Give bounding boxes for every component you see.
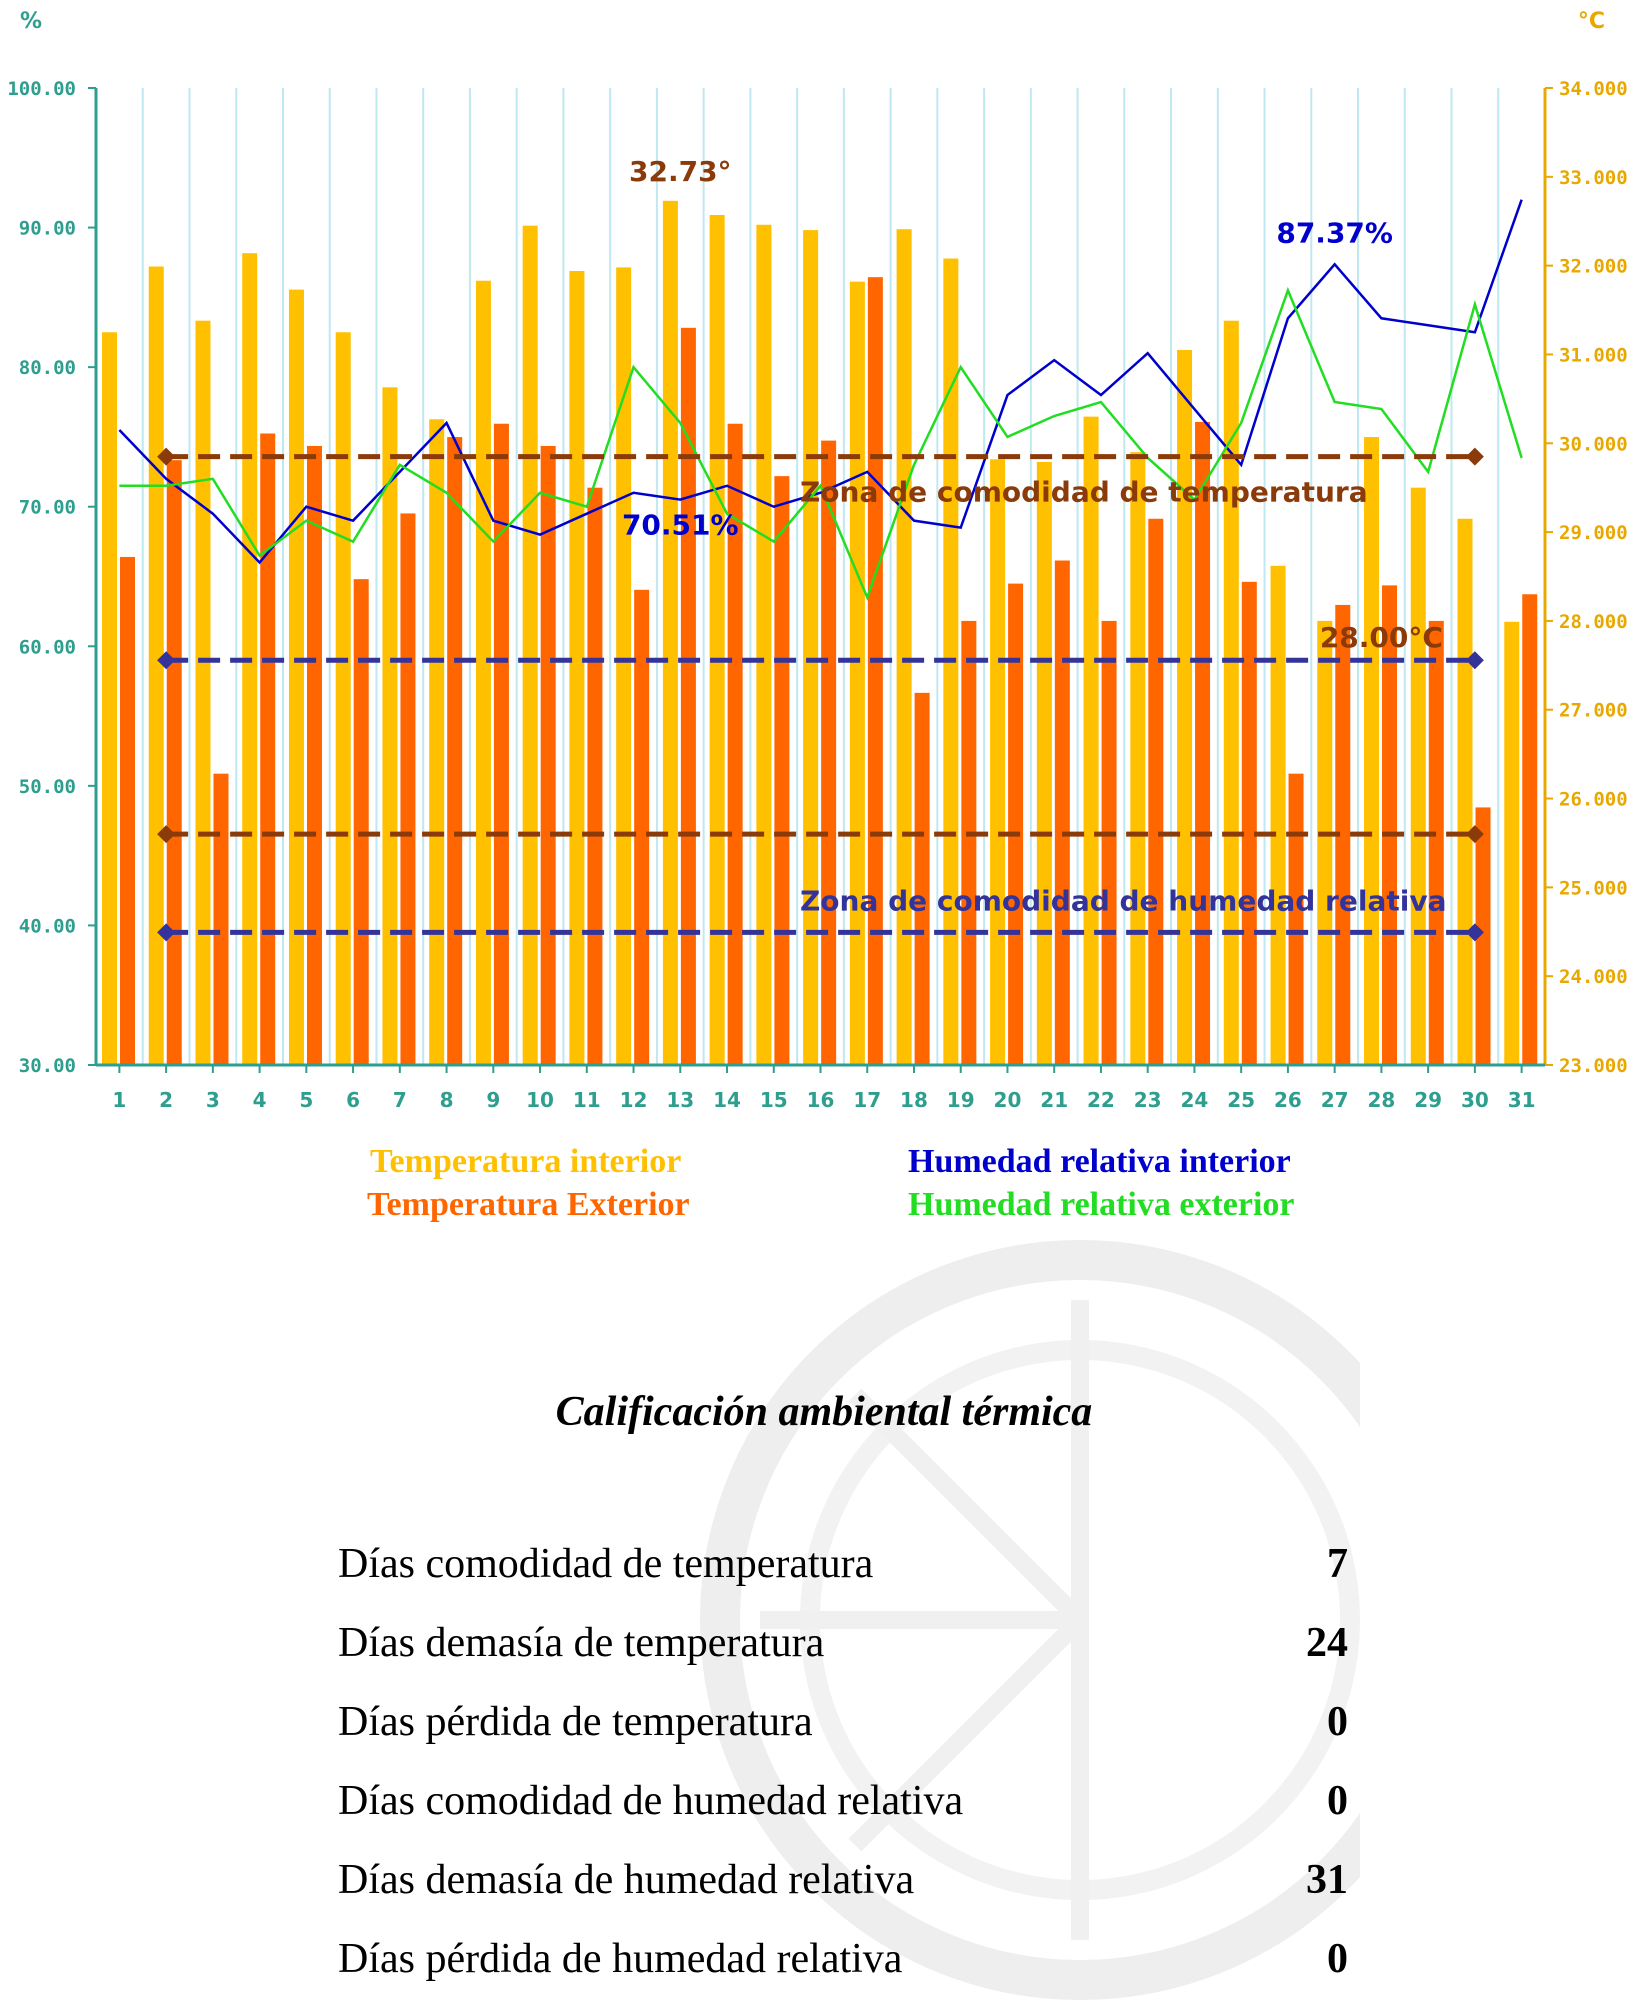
x-tick-label: 6 — [346, 1088, 361, 1112]
bar-temperatura-exterior — [1195, 422, 1210, 1065]
bar-temperatura-exterior — [307, 446, 322, 1065]
x-tick-label: 3 — [205, 1088, 220, 1112]
legend-hum-interior: Humedad relativa interior — [908, 1143, 1291, 1180]
bar-temperatura-exterior — [354, 579, 369, 1065]
bar-temperatura-exterior — [1429, 621, 1444, 1065]
bar-temperatura-exterior — [167, 460, 182, 1065]
x-tick-label: 4 — [252, 1088, 267, 1112]
summary-label: Días pérdida de temperatura — [338, 1699, 813, 1745]
bar-temperatura-exterior — [260, 434, 275, 1065]
bar-temperatura-interior — [289, 290, 304, 1065]
bar-temperatura-exterior — [1008, 584, 1023, 1065]
bar-temperatura-interior — [897, 229, 912, 1065]
x-tick-label: 29 — [1414, 1088, 1443, 1112]
bar-temperatura-interior — [1271, 566, 1286, 1065]
summary-label: Días pérdida de humedad relativa — [338, 1936, 903, 1982]
x-tick-label: 25 — [1227, 1088, 1256, 1112]
bar-temperatura-exterior — [587, 488, 602, 1065]
legend-temp-exterior: Temperatura Exterior — [367, 1186, 690, 1223]
bar-temperatura-exterior — [774, 476, 789, 1065]
bar-temperatura-interior — [990, 459, 1005, 1065]
right-tick-label: 31.000 — [1559, 344, 1628, 367]
bar-temperatura-interior — [149, 267, 164, 1065]
bar-temperatura-exterior — [915, 693, 930, 1065]
bar-temperatura-interior — [616, 267, 631, 1065]
annotation-label: 70.51% — [621, 508, 739, 542]
summary-label: Días demasía de humedad relativa — [338, 1857, 915, 1903]
left-tick-label: 80.00 — [18, 357, 76, 380]
summary-value: 0 — [1327, 1936, 1348, 1982]
bar-temperatura-exterior — [400, 513, 415, 1065]
summary-value: 24 — [1306, 1620, 1348, 1666]
left-tick-label: 40.00 — [18, 915, 76, 938]
comfort-zone-marker — [1466, 448, 1484, 466]
bar-temperatura-interior — [1364, 437, 1379, 1065]
x-tick-label: 7 — [392, 1088, 407, 1112]
summary-label: Días demasía de temperatura — [338, 1620, 825, 1666]
bar-temperatura-interior — [569, 271, 584, 1065]
left-tick-label: 90.00 — [18, 217, 76, 240]
x-tick-label: 22 — [1087, 1088, 1115, 1112]
bar-temperatura-exterior — [447, 437, 462, 1065]
summary-value: 7 — [1327, 1541, 1348, 1587]
bar-temperatura-exterior — [1382, 585, 1397, 1065]
bar-temperatura-exterior — [1055, 561, 1070, 1065]
bar-temperatura-interior — [1504, 622, 1519, 1065]
bar-temperatura-interior — [1411, 488, 1426, 1065]
x-tick-label: 20 — [993, 1088, 1022, 1112]
bar-temperatura-exterior — [494, 424, 509, 1065]
bar-temperatura-interior — [1084, 417, 1099, 1065]
x-tick-label: 2 — [159, 1088, 174, 1112]
left-tick-label: 60.00 — [18, 636, 76, 659]
bar-temperatura-exterior — [1242, 582, 1257, 1065]
bar-temperatura-interior — [429, 419, 444, 1065]
x-tick-label: 16 — [806, 1088, 835, 1112]
comfort-zone-label-humidity: Zona de comodidad de humedad relativa — [800, 884, 1447, 918]
summary-table — [338, 1540, 1348, 2014]
bar-temperatura-interior — [102, 332, 117, 1065]
bar-temperatura-exterior — [868, 277, 883, 1065]
comfort-zone-label-temperature: Zona de comodidad de temperatura — [800, 475, 1368, 509]
bar-temperatura-interior — [850, 282, 865, 1065]
bar-temperatura-exterior — [120, 557, 135, 1065]
right-tick-label: 23.000 — [1559, 1055, 1628, 1077]
annotation-label: 87.37% — [1276, 216, 1393, 250]
x-tick-label: 8 — [439, 1088, 454, 1112]
right-tick-label: 29.000 — [1559, 522, 1628, 545]
right-tick-label: 24.000 — [1559, 966, 1628, 989]
summary-label: Días comodidad de humedad relativa — [338, 1778, 964, 1824]
x-tick-label: 10 — [526, 1088, 554, 1112]
x-tick-label: 23 — [1133, 1088, 1162, 1112]
summary-value: 0 — [1327, 1778, 1348, 1824]
summary-value: 0 — [1327, 1699, 1348, 1745]
right-tick-label: 34.000 — [1559, 78, 1628, 100]
right-tick-label: 30.000 — [1559, 433, 1628, 456]
right-axis-unit: °C — [1577, 9, 1605, 34]
annotation-label: 32.73° — [628, 154, 732, 188]
bar-temperatura-exterior — [1102, 621, 1117, 1065]
bar-temperatura-interior — [1458, 519, 1473, 1065]
bar-temperatura-interior — [663, 201, 678, 1065]
bar-temperatura-interior — [1317, 621, 1332, 1065]
x-tick-label: 17 — [853, 1088, 882, 1112]
legend-temp-interior: Temperatura interior — [370, 1143, 682, 1180]
summary-value: 31 — [1306, 1857, 1348, 1903]
bar-temperatura-interior — [756, 225, 771, 1065]
right-tick-label: 27.000 — [1559, 699, 1628, 722]
left-tick-label: 30.00 — [18, 1055, 76, 1077]
x-tick-label: 21 — [1040, 1088, 1069, 1112]
x-tick-label: 11 — [572, 1088, 601, 1112]
bar-temperatura-interior — [803, 230, 818, 1065]
bar-temperatura-interior — [1037, 462, 1052, 1065]
x-tick-label: 13 — [666, 1088, 695, 1112]
bar-temperatura-exterior — [1289, 774, 1304, 1065]
x-tick-label: 28 — [1367, 1088, 1396, 1112]
x-tick-label: 5 — [299, 1088, 314, 1112]
section-title: Calificación ambiental térmica — [555, 1389, 1093, 1435]
bar-temperatura-interior — [1130, 452, 1145, 1065]
bar-temperatura-interior — [336, 332, 351, 1065]
summary-row — [338, 1856, 1348, 1935]
legend-hum-exterior: Humedad relativa exterior — [908, 1186, 1295, 1223]
right-tick-label: 32.000 — [1559, 255, 1628, 278]
x-tick-label: 31 — [1507, 1088, 1536, 1112]
bar-temperatura-interior — [195, 321, 210, 1065]
x-tick-label: 14 — [713, 1088, 741, 1112]
x-tick-label: 12 — [619, 1088, 648, 1112]
x-tick-label: 30 — [1460, 1088, 1489, 1112]
bar-temperatura-exterior — [541, 446, 556, 1065]
summary-row — [338, 1777, 1348, 1856]
summary-row — [338, 1935, 1348, 2014]
x-tick-label: 18 — [900, 1088, 928, 1112]
summary-row — [338, 1540, 1348, 1619]
x-tick-label: 15 — [759, 1088, 788, 1112]
x-tick-label: 1 — [112, 1088, 127, 1112]
x-tick-label: 26 — [1273, 1088, 1302, 1112]
left-tick-label: 70.00 — [18, 496, 76, 519]
annotation-label: 28.00°C — [1319, 620, 1443, 654]
left-axis-unit: % — [20, 9, 43, 34]
bar-temperatura-interior — [476, 281, 491, 1065]
bar-temperatura-exterior — [961, 621, 976, 1065]
summary-row — [338, 1698, 1348, 1777]
x-tick-label: 19 — [946, 1088, 975, 1112]
left-tick-label: 100.00 — [7, 78, 76, 100]
right-tick-label: 28.000 — [1559, 610, 1628, 633]
summary-row — [338, 1619, 1348, 1698]
bar-temperatura-exterior — [1148, 519, 1163, 1065]
bar-temperatura-interior — [710, 215, 725, 1065]
x-tick-label: 24 — [1180, 1088, 1209, 1112]
summary-label: Días comodidad de temperatura — [338, 1541, 874, 1587]
bar-temperatura-exterior — [1522, 594, 1537, 1065]
right-tick-label: 25.000 — [1559, 877, 1628, 900]
x-tick-label: 27 — [1320, 1088, 1349, 1112]
right-tick-label: 26.000 — [1559, 788, 1628, 811]
x-tick-label: 9 — [486, 1088, 501, 1112]
right-tick-label: 33.000 — [1559, 166, 1628, 189]
bar-temperatura-exterior — [213, 774, 228, 1065]
left-tick-label: 50.00 — [18, 775, 76, 798]
bar-temperatura-interior — [523, 226, 538, 1065]
bar-temperatura-exterior — [821, 441, 836, 1065]
